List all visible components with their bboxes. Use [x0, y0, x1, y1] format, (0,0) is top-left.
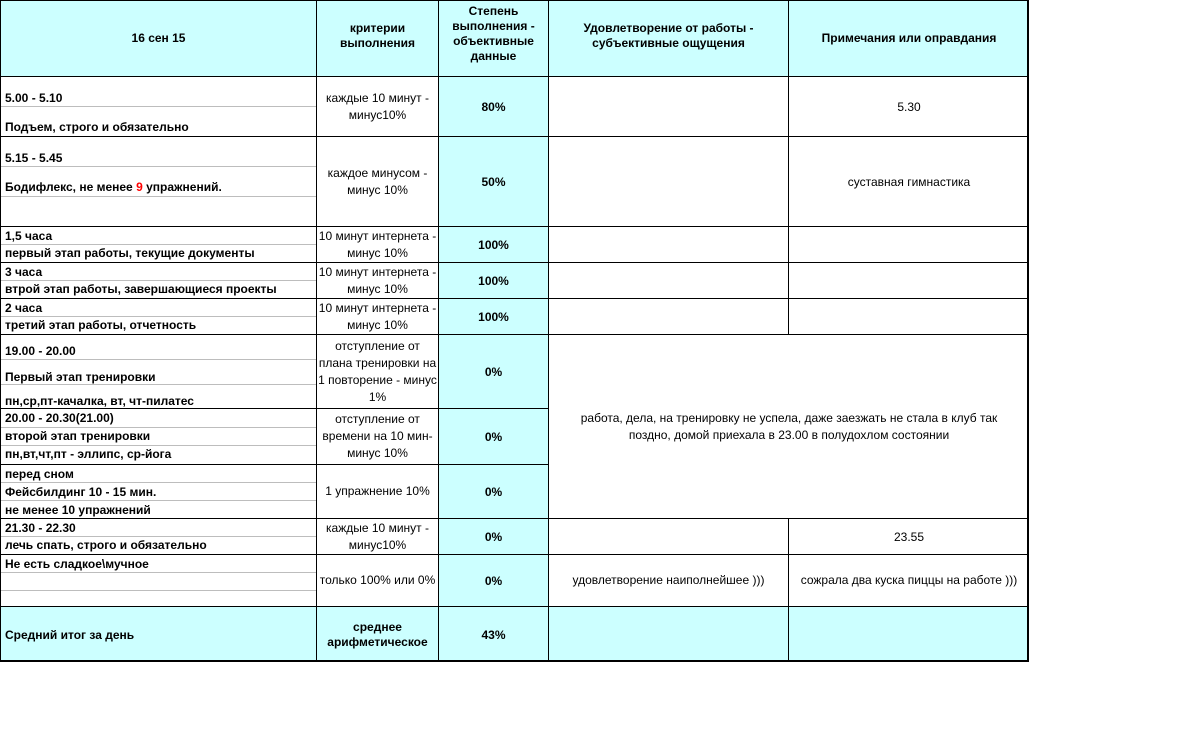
row-divider	[1, 106, 316, 107]
criteria-cell-row-6[interactable]: отступление от плана тренировки на 1 повторение - минус 1%	[316, 334, 438, 408]
task-cell-row-9[interactable]	[0, 518, 316, 554]
task-title: Подъем, строго и обязательно	[5, 120, 189, 134]
satisfaction-cell-row-4[interactable]	[548, 262, 788, 298]
row-divider	[1, 445, 316, 446]
task-title: третий этап работы, отчетность	[5, 318, 197, 332]
note-cell-row-2[interactable]: суставная гимнастика	[788, 136, 1029, 226]
task-time: 2 часа	[5, 301, 43, 315]
task-cell-row-10[interactable]	[0, 554, 316, 606]
row-divider	[1, 590, 316, 591]
note-cell-row-4[interactable]	[788, 262, 1029, 298]
degree-cell-row-10[interactable]: 0%	[438, 554, 548, 606]
header-degree[interactable]: Степень выполнения - объективные данные	[438, 0, 548, 76]
task-time: 20.00 - 20.30(21.00)	[5, 411, 114, 425]
task-time: перед сном	[5, 467, 74, 481]
criteria-cell-row-7[interactable]: отступление от времени на 10 мин- минус 10%	[316, 408, 438, 464]
row-divider	[1, 572, 316, 573]
satisfaction-cell-row-3[interactable]	[548, 226, 788, 262]
header-satisfaction[interactable]: Удовлетворение от работы - субъективные ощущения	[548, 0, 788, 76]
task-title: второй этап тренировки	[5, 429, 151, 443]
degree-cell-row-8[interactable]: 0%	[438, 464, 548, 518]
satisfaction-cell-row-1[interactable]	[548, 76, 788, 136]
task-subtitle: пн,вт,чт,пт - эллипс, ср-йога	[5, 447, 172, 461]
satisfaction-cell-row-5[interactable]	[548, 298, 788, 334]
criteria-cell-row-5[interactable]: 10 минут интернета - минус 10%	[316, 298, 438, 334]
criteria-cell-row-2[interactable]: каждое минусом - минус 10%	[316, 136, 438, 226]
note-cell-row-9[interactable]: 23.55	[788, 518, 1029, 554]
task-cell-row-5[interactable]	[0, 298, 316, 334]
degree-cell-row-4[interactable]: 100%	[438, 262, 548, 298]
degree-cell-row-9[interactable]: 0%	[438, 518, 548, 554]
note-cell-row-1[interactable]: 5.30	[788, 76, 1029, 136]
satisfaction-cell-row-2[interactable]	[548, 136, 788, 226]
task-time: 3 часа	[5, 265, 43, 279]
summary-criteria[interactable]: среднее арифметическое	[316, 606, 438, 662]
row-divider	[1, 166, 316, 167]
header-notes[interactable]: Примечания или оправдания	[788, 0, 1029, 76]
note-cell-row-3[interactable]	[788, 226, 1029, 262]
degree-cell-row-1[interactable]: 80%	[438, 76, 548, 136]
table-bottom-border	[0, 660, 1029, 662]
row-divider	[1, 384, 316, 385]
row-divider	[1, 280, 316, 281]
criteria-cell-row-9[interactable]: каждые 10 минут - минус10%	[316, 518, 438, 554]
task-subtitle: пн,ср,пт-качалка, вт, чт-пилатес	[5, 394, 194, 408]
task-title: Не есть сладкое\мучное	[5, 557, 149, 571]
header-date[interactable]: 16 сен 15	[0, 0, 316, 76]
row-divider	[1, 244, 316, 245]
criteria-cell-row-1[interactable]: каждые 10 минут - минус10%	[316, 76, 438, 136]
summary-note[interactable]	[788, 606, 1029, 662]
criteria-cell-row-3[interactable]: 10 минут интернета - минус 10%	[316, 226, 438, 262]
criteria-cell-row-10[interactable]: только 100% или 0%	[316, 554, 438, 606]
table-right-border	[1027, 0, 1029, 662]
note-cell-row-5[interactable]	[788, 298, 1029, 334]
task-cell-row-3[interactable]	[0, 226, 316, 262]
degree-cell-row-3[interactable]: 100%	[438, 226, 548, 262]
task-cell-row-1[interactable]	[0, 76, 316, 136]
row-divider	[1, 482, 316, 483]
row-divider	[1, 536, 316, 537]
training-merged-note[interactable]: работа, дела, на тренировку не успела, даже заезжать не стала в клуб так поздно, домой приехала в 23.00 в полудохлом состоянии	[548, 334, 1029, 518]
criteria-cell-row-4[interactable]: 10 минут интернета - минус 10%	[316, 262, 438, 298]
task-title-part-1: Бодифлекс, не менее	[5, 180, 137, 194]
note-cell-row-10[interactable]: сожрала два куска пиццы на работе )))	[788, 554, 1029, 606]
criteria-cell-row-8[interactable]: 1 упражнение 10%	[316, 464, 438, 518]
satisfaction-cell-row-10[interactable]: удовлетворение наиполнейшее )))	[548, 554, 788, 606]
task-title: Первый этап тренировки	[5, 370, 156, 384]
summary-degree[interactable]: 43%	[438, 606, 548, 662]
summary-label[interactable]: Средний итог за день	[0, 606, 316, 662]
row-divider	[1, 316, 316, 317]
task-cell-row-2[interactable]	[0, 136, 316, 226]
task-title: первый этап работы, текущие документы	[5, 246, 255, 260]
task-cell-row-4[interactable]	[0, 262, 316, 298]
task-time: 21.30 - 22.30	[5, 521, 76, 535]
degree-cell-row-7[interactable]: 0%	[438, 408, 548, 464]
task-title	[5, 180, 222, 194]
task-time: 5.00 - 5.10	[5, 91, 63, 105]
task-cell-row-7[interactable]	[0, 408, 316, 464]
row-divider	[1, 359, 316, 360]
task-title-part-2: упражнений.	[142, 180, 222, 194]
row-divider	[1, 427, 316, 428]
task-title: лечь спать, строго и обязательно	[5, 538, 207, 552]
task-cell-row-8[interactable]	[0, 464, 316, 518]
task-title: втрой этап работы, завершающиеся проекты	[5, 282, 277, 296]
satisfaction-cell-row-9[interactable]	[548, 518, 788, 554]
task-title-highlight: 9	[136, 180, 143, 194]
task-time: 19.00 - 20.00	[5, 344, 76, 358]
summary-satisfaction[interactable]	[548, 606, 788, 662]
task-title: Фейсбилдинг 10 - 15 мин.	[5, 485, 157, 499]
degree-cell-row-5[interactable]: 100%	[438, 298, 548, 334]
header-criteria[interactable]: критерии выполнения	[316, 0, 438, 76]
row-divider	[1, 196, 316, 197]
task-time: 1,5 часа	[5, 229, 53, 243]
degree-cell-row-2[interactable]: 50%	[438, 136, 548, 226]
degree-cell-row-6[interactable]: 0%	[438, 334, 548, 408]
task-subtitle: не менее 10 упражнений	[5, 503, 151, 517]
task-cell-row-6[interactable]	[0, 334, 316, 408]
row-divider	[1, 500, 316, 501]
task-time: 5.15 - 5.45	[5, 151, 63, 165]
